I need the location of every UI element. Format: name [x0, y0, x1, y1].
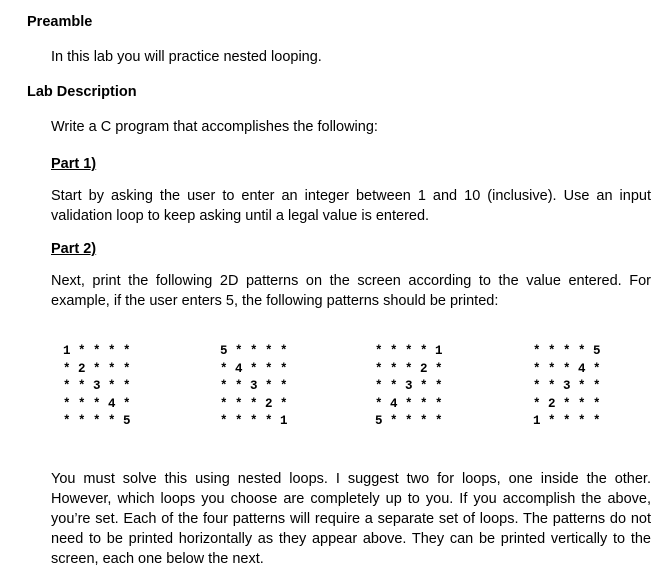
- lab-description-heading: Lab Description: [27, 84, 137, 100]
- preamble-text: In this lab you will practice nested looping.: [51, 49, 322, 65]
- pattern-row: * * * * 5: [533, 344, 601, 358]
- pattern-row: * * * 2 *: [375, 361, 443, 376]
- pattern-row: * * * * 1: [375, 344, 443, 358]
- pattern-row: 1 * * * *: [533, 414, 601, 428]
- pattern-row: * 2 * * *: [533, 396, 601, 411]
- pattern-row: * * * 4 *: [533, 361, 601, 376]
- part1-text: Start by asking the user to enter an integer between 1 and 10 (inclusive). Use an input validation loop to keep asking until a legal value is entered.: [51, 188, 651, 224]
- pattern-row: * 4 * * *: [375, 396, 443, 411]
- pattern-4: [533, 343, 601, 431]
- pattern-row: * * 3 * *: [375, 379, 443, 393]
- pattern-1: [63, 343, 131, 431]
- pattern-row: * * 3 * *: [63, 379, 131, 393]
- part2-text: Next, print the following 2D patterns on the screen according to the value entered. For example, if the user enters 5, the following patterns should be printed:: [51, 273, 651, 309]
- pattern-row: * 2 * * *: [63, 361, 131, 376]
- lab-intro-text: Write a C program that accomplishes the following:: [51, 119, 378, 135]
- pattern-2: [220, 343, 288, 431]
- part2-heading: Part 2): [51, 241, 97, 257]
- pattern-row: * * 3 * *: [533, 379, 601, 393]
- pattern-row: * * 3 * *: [220, 379, 288, 393]
- pattern-row: 5 * * * *: [375, 414, 443, 428]
- pattern-row: 5 * * * *: [220, 344, 288, 358]
- pattern-row: * * * 4 *: [63, 396, 131, 411]
- pattern-row: * * * * 5: [63, 414, 131, 428]
- closing-text: You must solve this using nested loops. I suggest two for loops, one inside the other. However, which loops you choose are completely up to you. If you accomplish the above, you’re set. Each of the four patterns will require a separate set of loops. The patterns do not need to be printed horizontally as they appear above. They can be printed vertically to the screen, each one below the next.: [51, 471, 651, 567]
- pattern-3: [375, 343, 443, 431]
- pattern-row: * 4 * * *: [220, 361, 288, 376]
- pattern-row: 1 * * * *: [63, 344, 131, 358]
- preamble-heading: Preamble: [27, 14, 93, 30]
- pattern-row: * * * * 1: [220, 414, 288, 428]
- pattern-row: * * * 2 *: [220, 396, 288, 411]
- part1-heading: Part 1): [51, 156, 97, 172]
